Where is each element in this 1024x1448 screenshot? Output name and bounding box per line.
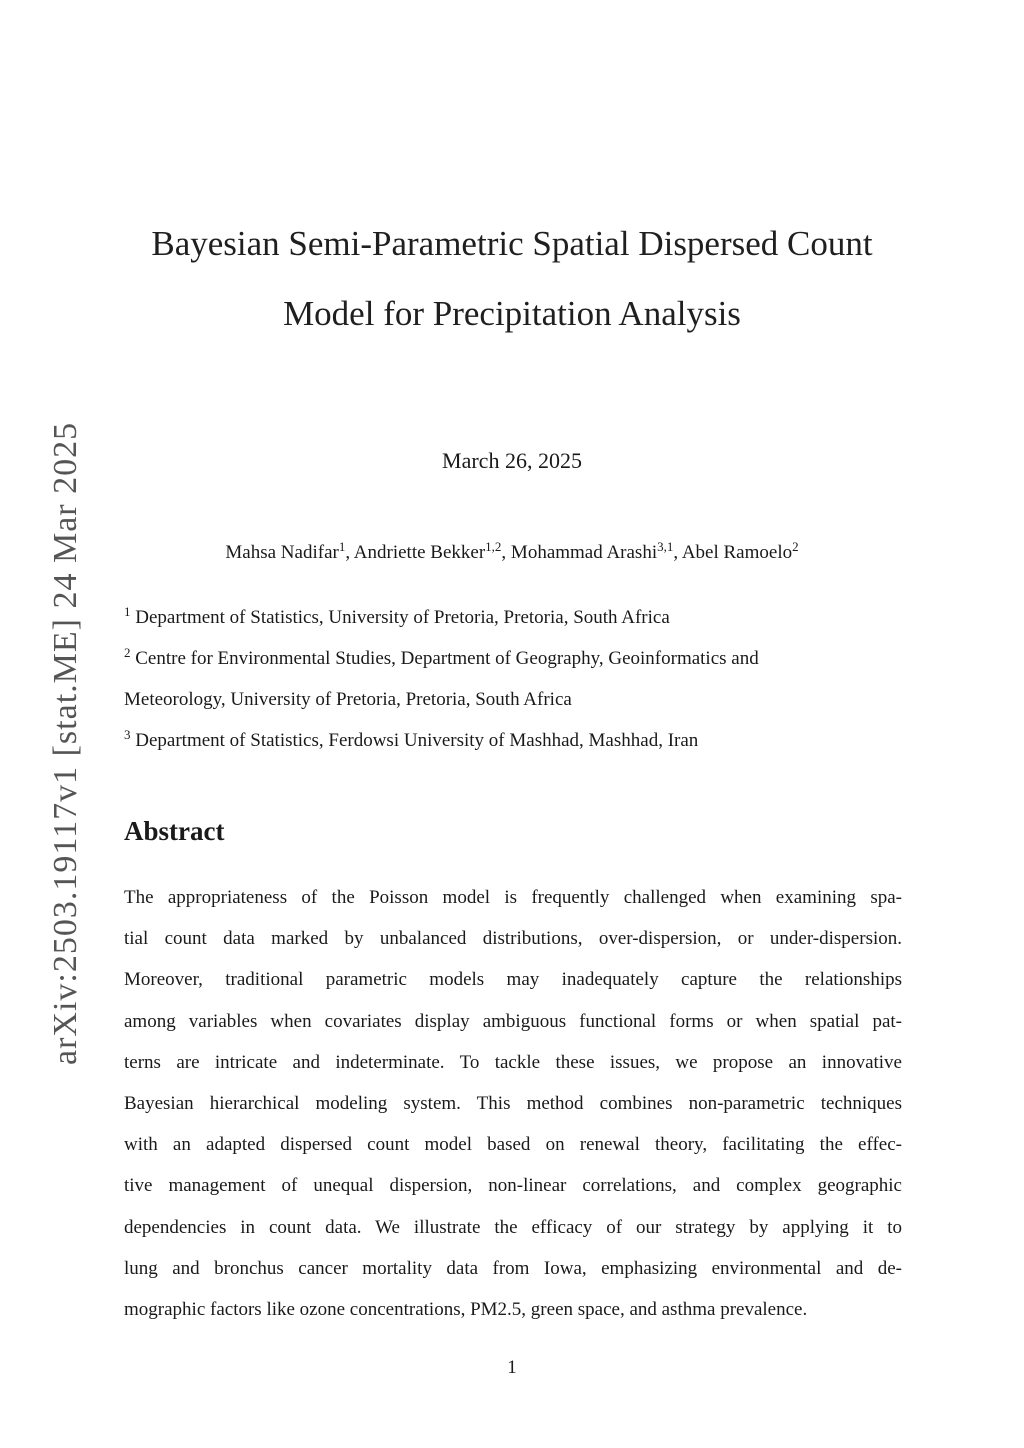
abstract-line: Bayesian hierarchical modeling system. This method combines non-parametric techniques [124,1092,902,1114]
affiliation-text: Department of Statistics, Ferdowsi University of Mashhad, Mashhad, Iran [135,730,699,751]
abstract-line: tive management of unequal dispersion, non-linear correlations, and complex geographic [124,1175,902,1197]
affiliation-number: 1 [124,604,131,619]
affiliation-number: 2 [124,645,131,660]
arxiv-identifier: arXiv:2503.19117v1 [stat.ME] 24 Mar 2025 [47,421,84,1065]
paper-title-line-2: Model for Precipitation Analysis [283,294,741,333]
abstract-heading: Abstract [124,816,225,846]
affiliation-text: Centre for Environmental Studies, Department of Geography, Geoinformatics and [135,648,759,669]
affiliation-3 [124,727,904,752]
author-affiliation-marker: 1 [338,539,346,554]
author-affiliation-marker: 1,2 [485,539,502,554]
author-name: Mohammad Arashi [510,542,658,563]
paper-title-line-1: Bayesian Semi-Parametric Spatial Dispersed Count [151,224,873,263]
author-affiliation-marker: 2 [792,539,799,554]
page-number: 1 [507,1357,517,1378]
abstract-line: The appropriateness of the Poisson model is frequently challenged when examining spa- [124,887,902,908]
author-name: Andriette Bekker [353,542,486,563]
author-separator: , [501,542,511,563]
abstract-line: lung and bronchus cancer mortality data from Iowa, emphasizing environmental and de- [124,1257,902,1279]
abstract-body [124,877,902,1330]
author-affiliation-marker: 3,1 [657,539,674,554]
author-name: Mahsa Nadifar [225,542,339,563]
abstract-line: with an adapted dispersed count model based on renewal theory, facilitating the effec- [124,1134,902,1156]
abstract-line: tial count data marked by unbalanced distributions, over-dispersion, or under-dispersion. [124,928,902,950]
affiliation-text: Department of Statistics, University of Pretoria, Pretoria, South Africa [135,607,670,628]
author-separator: , [345,542,354,563]
abstract-line: terns are intricate and indeterminate. To tackle these issues, we propose an innovative [124,1051,902,1073]
abstract-line: mographic factors like ozone concentrations, PM2.5, green space, and asthma prevalence. [124,1298,808,1320]
author-list [0,539,1024,564]
affiliation-2-continued: Meteorology, University of Pretoria, Pretoria, South Africa [124,689,572,710]
affiliation-number: 3 [124,727,131,742]
affiliation-2 [124,645,904,670]
paper-date: March 26, 2025 [442,448,582,473]
abstract-line: Moreover, traditional parametric models may inadequately capture the relationships [124,969,902,991]
abstract-line: among variables when covariates display ambiguous functional forms or when spatial pat- [124,1010,902,1032]
author-separator: , [673,542,682,563]
affiliation-1 [124,604,904,629]
author-name: Abel Ramoelo [681,542,793,563]
abstract-line: dependencies in count data. We illustrate the efficacy of our strategy by applying it to [124,1216,902,1238]
